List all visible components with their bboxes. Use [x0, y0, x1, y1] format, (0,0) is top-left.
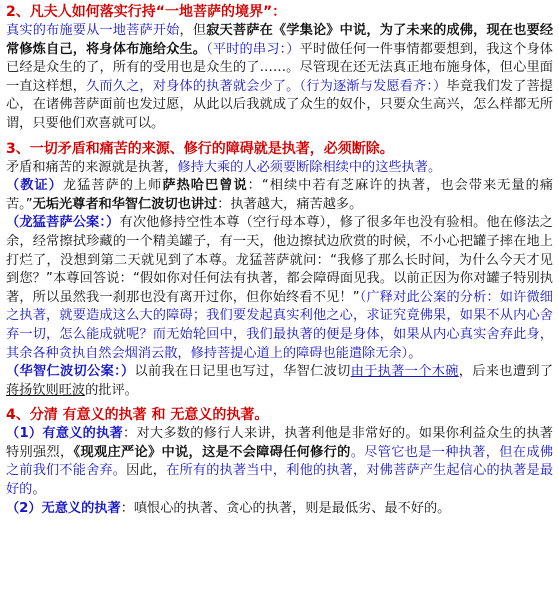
section-heading: 4、分清 有意义的执著 和 无意义的执著。	[6, 407, 269, 424]
text-run: （2）无意义的执著	[6, 500, 121, 516]
paragraph	[6, 22, 553, 134]
text-run: 久而久之，对身体的执著就会少了。（行为逐渐与发愿看齐：）	[86, 78, 447, 94]
text-run: 以前我在日记里也写过，华智仁波切	[134, 364, 351, 380]
section-heading: 3、一切矛盾和痛苦的来源、修行的障碍就是执著，必须断除。	[6, 140, 394, 157]
text-run: ，但	[179, 23, 207, 38]
paragraph	[6, 177, 553, 214]
text-run: （1）有意义的执著	[6, 426, 123, 442]
section-4	[6, 405, 553, 518]
text-run: 龙猛菩萨的上师	[62, 178, 163, 194]
text-run: ：嗔恨心的执著、贪心的执著，则是最低劣、最不好的。	[120, 500, 451, 516]
text-run: （龙猛菩萨公案：）	[6, 215, 120, 231]
text-run: （平时的串习：）	[206, 41, 300, 57]
text-run: ：“相续中若有芝麻许的执著，也会带来无量的痛苦。”	[6, 178, 554, 212]
text-run: 由于执著一个木碗	[350, 364, 459, 380]
text-run: （广释对此公案的分析：如许微细之执著，就要造成这么大的障碍；我们要发起真实利他之心，求证究竟佛果，如果不从内心舍弃一切，怎么能成就呢？而无始轮回中，我们最执著的便是身体，如果从内心真实舍弃此身，其余各种贪执自然会烟消云散，修持菩提心道上的障碍也能遣除无余）	[6, 289, 553, 361]
text-run: 平时做任何一件事情都要想到，我这个身体已经是众生的了，所有的受用也是众生的了……。尽管现在还无法真正地布施身体，但心里面一直这样想，	[6, 41, 553, 94]
text-run: 在所有的执著当中，利他的执著，对佛菩萨产生起信心的执著是最好的	[6, 463, 554, 498]
paragraph	[6, 214, 553, 363]
text-run: 修持大乘的人必须要断除相续中的这些执著。	[177, 159, 442, 175]
paragraph	[6, 159, 553, 178]
paragraph	[6, 425, 553, 499]
text-run: ：对大多数的修行人来讲，执著利他是非常好的。如果你利益众生的执著特别强烈，	[6, 426, 553, 460]
text-run: （教证）	[6, 178, 63, 194]
text-run: 《现观庄严论》中说，这是不会障碍任何修行的	[73, 444, 351, 460]
text-run: 因此，	[126, 463, 167, 479]
text-run: （华智仁波切公案：）	[6, 364, 135, 380]
text-run: ：执著越大，痛苦越多。	[217, 196, 363, 212]
text-run: 毕竟我们发了菩提心，在诸佛菩萨面前也发过愿，从此以后我就成了众生的奴仆，只要众生高兴，怎么样都无所谓，只要他们欢喜就可以。	[6, 78, 553, 131]
section-heading: 2、凡夫人如何落实行持“一地菩萨的境界”：	[6, 4, 287, 20]
section-2	[6, 2, 553, 134]
text-run: 的批评。	[85, 382, 138, 398]
text-run: 寂天菩萨在《学集论》中说，为了未来的成佛，现在也要经常修炼自己，将身体布施给众生。	[6, 23, 554, 57]
section-3	[6, 139, 553, 401]
text-run: 蒋扬钦则旺波	[6, 382, 86, 398]
paragraph	[6, 500, 553, 519]
text-run: 。	[408, 345, 422, 361]
text-run: 萨热哈巴曾说	[162, 178, 248, 194]
text-run: 矛盾和痛苦的来源就是执著，	[6, 159, 178, 175]
text-run: 真实的布施要从一地菩萨开始	[6, 23, 180, 38]
text-run: 。尽管它也是一种执著，但在成佛之前我们不能舍弃。	[6, 444, 554, 479]
text-run: 无垢光尊者和华智仁波切也讲过	[32, 196, 218, 212]
paragraph	[6, 363, 553, 400]
text-run: ，后来也遭到了	[458, 364, 554, 380]
text-run: 。	[32, 482, 46, 498]
text-run: 有次他修持空性本尊（空行母本尊），修了很多年也没有验相。他在修法之余，经常擦拭珍藏的一个精美罐子，有一天，他边擦拭边欣赏的时候，不小心把罐子摔在地上打烂了，没想到第二天就见到了本尊。龙猛菩萨就问：“我修了那么长时间，为什么今天才见到您？”本尊回答说：“假如你对任何法有执著，都会障碍面见我。以前正因为你对罐子特别执著，所以虽然我一刹那也没有离开过你，但你始终看不见！”	[6, 215, 553, 305]
